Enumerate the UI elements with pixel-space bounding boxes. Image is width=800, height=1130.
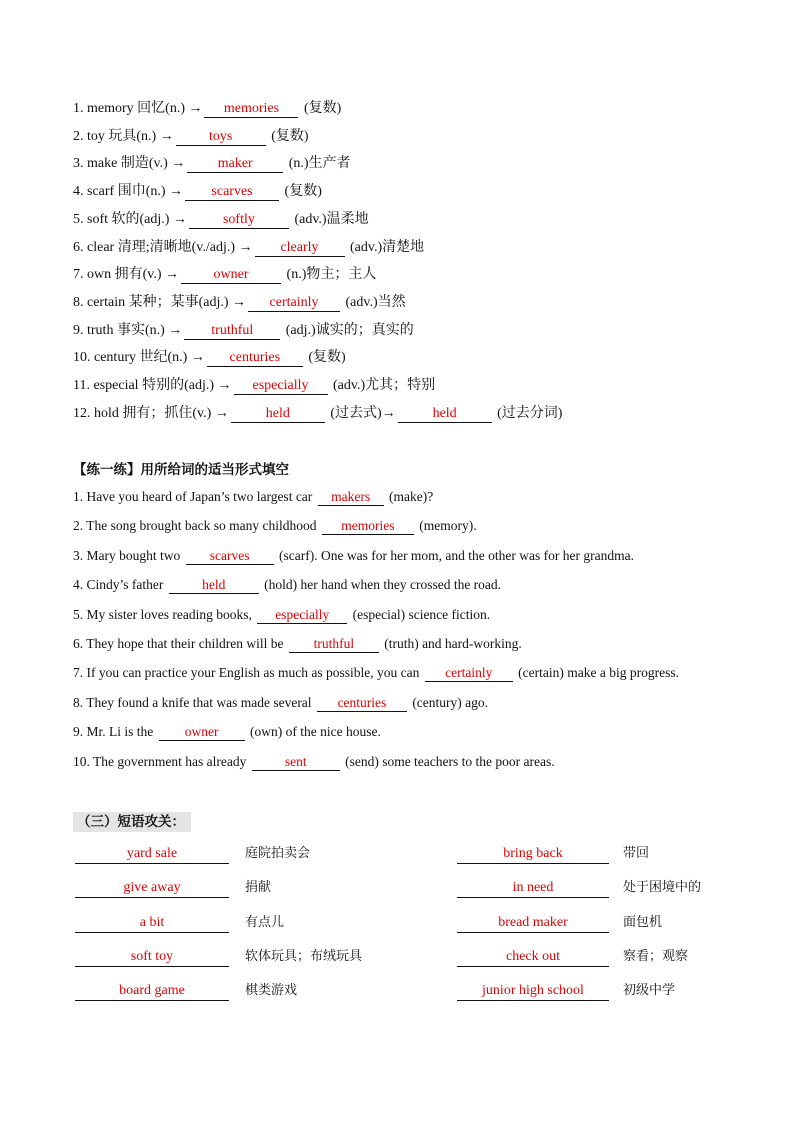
item-number: 3. [73, 547, 87, 563]
answer-blank[interactable]: truthful [289, 636, 379, 653]
item-hint: (复数) [267, 128, 309, 144]
item-hint: (复数) [300, 101, 342, 116]
phrase-answer[interactable]: bread maker [457, 914, 609, 933]
item-prompt: soft 软的(adj.) → [87, 211, 187, 227]
practice-item [73, 488, 433, 506]
item-prompt: make 制造(v.) → [87, 156, 186, 172]
item-number: 10. [73, 753, 94, 769]
vocab-item [73, 239, 424, 257]
item-hint: (复数) [281, 184, 322, 200]
item-prompt: toy 玩具(n.) → [87, 128, 174, 144]
item-number: 5. [73, 606, 87, 622]
item-number: 1. [73, 489, 87, 504]
item-number: 2. [73, 128, 87, 144]
item-sentence: (especial) science fiction. [349, 606, 491, 622]
vocab-item [73, 128, 309, 146]
answer-blank[interactable]: centuries [207, 350, 303, 367]
answer-blank[interactable]: held [398, 406, 492, 423]
item-number: 9. [73, 322, 87, 338]
item-prompt: hold 拥有；抓住(v.) → [94, 405, 229, 421]
answer-blank[interactable]: toys [176, 129, 266, 146]
item-sentence: Cindy’s father [86, 577, 167, 593]
answer-blank[interactable]: centuries [317, 695, 407, 712]
item-sentence: The song brought back so many childhood [86, 518, 320, 534]
practice-item [73, 753, 555, 771]
phrase-meaning: 察看；观察 [623, 948, 689, 964]
item-number: 4. [73, 577, 87, 593]
item-number: 5. [73, 211, 87, 227]
item-hint: (过去式)→ [326, 405, 396, 421]
item-sentence: Have you heard of Japan’s two largest car [86, 489, 316, 504]
vocab-item [73, 100, 341, 118]
phrase-meaning: 有点儿 [245, 914, 285, 930]
vocab-item [73, 266, 376, 284]
answer-blank[interactable]: especially [257, 607, 347, 624]
item-hint: (过去分词) [493, 405, 563, 421]
vocab-item [73, 405, 562, 423]
vocab-item [73, 155, 351, 173]
answer-blank[interactable]: memories [204, 101, 298, 118]
item-prompt: especial 特别的(adj.) → [93, 378, 232, 393]
item-sentence: (make)? [385, 489, 434, 504]
item-hint: (adv.)当然 [342, 294, 406, 310]
item-hint: (adv.)温柔地 [290, 211, 369, 227]
item-number: 4. [73, 184, 87, 200]
answer-blank[interactable]: owner [159, 724, 245, 741]
item-hint: (n.)生产者 [285, 156, 351, 172]
phrase-answer[interactable]: yard sale [75, 845, 229, 864]
answer-blank[interactable]: softly [189, 212, 289, 229]
practice-item [73, 664, 679, 682]
vocab-item [73, 294, 406, 312]
phrase-meaning: 捐献 [245, 880, 272, 896]
item-prompt: own 拥有(v.) → [87, 267, 180, 283]
item-sentence: (century) ago. [408, 694, 489, 710]
item-sentence: (send) some teachers to the poor areas. [341, 753, 555, 769]
item-number: 8. [73, 294, 87, 310]
item-prompt: scarf 围巾(n.) → [87, 184, 184, 200]
item-number: 6. [73, 239, 87, 255]
item-sentence: If you can practice your English as much as possible, you can [86, 665, 423, 681]
item-sentence: Mary bought two [86, 547, 184, 563]
practice-item [73, 723, 381, 741]
item-sentence: (truth) and hard-working. [380, 636, 522, 651]
practice-item [73, 547, 634, 565]
practice-item [73, 517, 477, 535]
item-sentence: They hope that their children will be [86, 636, 287, 651]
item-number: 10. [73, 350, 94, 366]
item-sentence: The government has already [93, 753, 250, 769]
phrase-answer[interactable]: junior high school [457, 982, 609, 1001]
answer-blank[interactable]: scarves [185, 184, 279, 201]
practice-item [73, 606, 490, 624]
practice-item [73, 635, 522, 653]
item-prompt: truth 事实(n.) → [87, 322, 183, 338]
item-number: 7. [73, 665, 87, 681]
answer-blank[interactable]: sent [252, 754, 340, 771]
phrase-answer[interactable]: give away [75, 879, 229, 898]
phrase-meaning: 棋类游戏 [245, 983, 298, 999]
answer-blank[interactable]: truthful [184, 323, 280, 340]
phrase-answer[interactable]: a bit [75, 914, 229, 933]
answer-blank[interactable]: scarves [186, 548, 274, 565]
item-prompt: memory 回忆(n.) → [87, 101, 203, 116]
item-number: 9. [73, 724, 87, 740]
item-number: 3. [73, 156, 87, 172]
vocab-item [73, 349, 346, 367]
phrase-meaning: 带回 [623, 846, 650, 861]
answer-blank[interactable]: certainly [425, 665, 513, 682]
item-sentence: My sister loves reading books, [86, 606, 256, 622]
item-number: 12. [73, 405, 94, 421]
answer-blank[interactable]: held [231, 406, 325, 423]
item-sentence: (hold) her hand when they crossed the road. [260, 577, 502, 593]
answer-blank[interactable]: held [169, 577, 259, 594]
item-sentence: They found a knife that was made several [86, 694, 315, 710]
item-sentence: (memory). [415, 518, 477, 534]
phrase-answer[interactable]: in need [457, 879, 609, 898]
phrase-meaning: 处于困境中的 [623, 880, 702, 896]
phrase-meaning: 软体玩具；布绒玩具 [245, 948, 363, 964]
practice-heading: 【练一练】用所给词的适当形式填空 [73, 462, 289, 478]
item-sentence: (certain) make a big progress. [514, 665, 679, 681]
item-sentence: Mr. Li is the [86, 724, 157, 740]
item-hint: (adj.)诚实的；真实的 [282, 322, 414, 338]
vocab-item [73, 322, 414, 340]
phrase-meaning: 初级中学 [623, 983, 676, 999]
phrase-answer[interactable]: bring back [457, 845, 609, 864]
item-hint: (adv.)尤其；特别 [329, 378, 436, 393]
vocab-item [73, 183, 322, 201]
phrase-meaning: 庭院拍卖会 [245, 846, 311, 861]
item-prompt: certain 某种；某事(adj.) → [87, 294, 247, 310]
answer-blank[interactable]: owner [181, 267, 281, 284]
answer-blank[interactable]: especially [234, 378, 328, 395]
item-number: 1. [73, 101, 87, 116]
item-prompt: clear 清理;清晰地(v./adj.) → [87, 239, 253, 255]
item-sentence: (scarf). One was for her mom, and the other was for her grandma. [275, 547, 634, 563]
item-hint: (n.)物主；主人 [283, 267, 377, 283]
practice-item [73, 694, 488, 712]
phrase-answer[interactable]: soft toy [75, 948, 229, 967]
item-sentence: (own) of the nice house. [246, 724, 381, 740]
item-number: 6. [73, 636, 87, 651]
item-hint: (复数) [304, 350, 346, 366]
answer-blank[interactable]: maker [187, 156, 283, 173]
phrase-meaning: 面包机 [623, 914, 663, 930]
item-hint: (adv.)清楚地 [346, 239, 425, 255]
item-number: 8. [73, 694, 87, 710]
phrases-heading: （三）短语攻关： [73, 810, 191, 830]
item-prompt: century 世纪(n.) → [94, 350, 205, 366]
item-number: 7. [73, 267, 87, 283]
answer-blank[interactable]: clearly [255, 240, 345, 257]
practice-item [73, 576, 501, 594]
phrase-answer[interactable]: check out [457, 948, 609, 967]
phrase-answer[interactable]: board game [75, 982, 229, 1001]
item-number: 11. [73, 378, 94, 393]
vocab-item [73, 377, 435, 395]
vocab-item [73, 211, 369, 229]
item-number: 2. [73, 518, 87, 534]
answer-blank[interactable]: makers [318, 489, 384, 506]
answer-blank[interactable]: certainly [248, 295, 340, 312]
answer-blank[interactable]: memories [322, 518, 414, 535]
